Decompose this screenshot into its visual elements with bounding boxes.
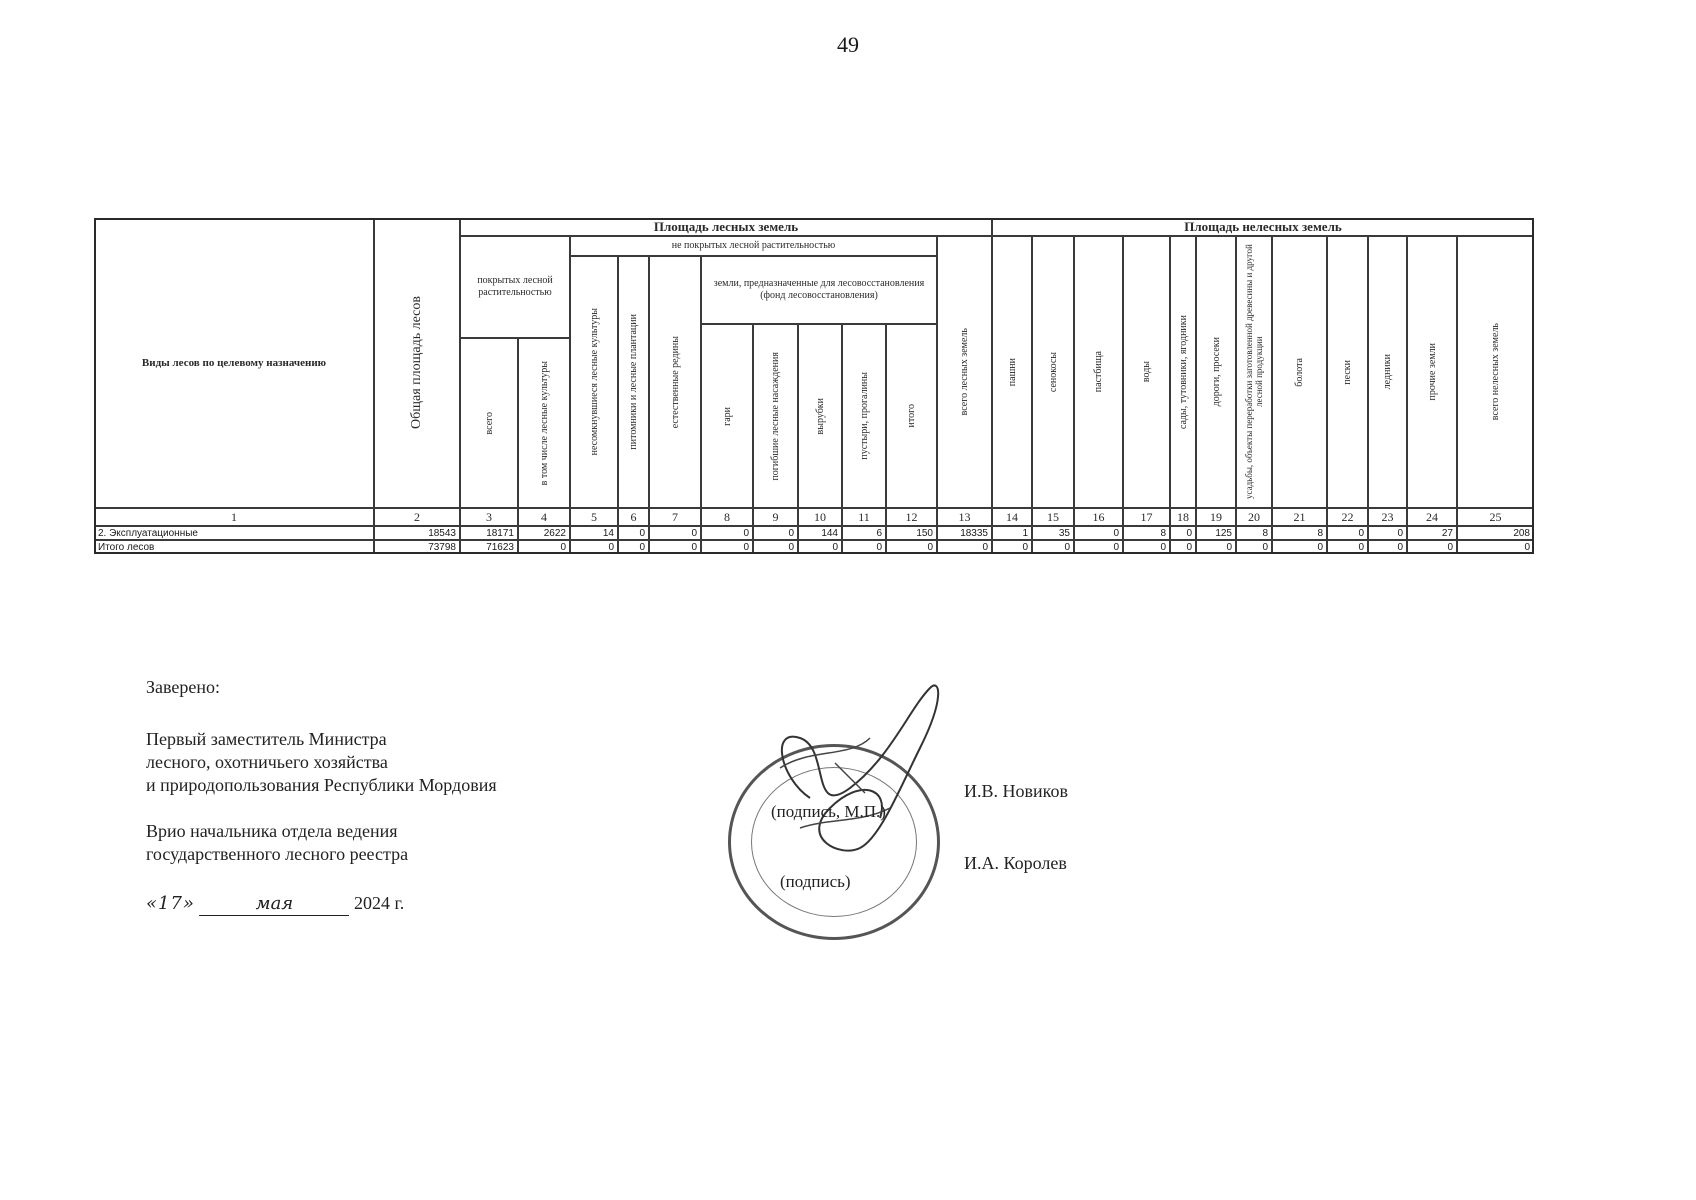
column-number: 15 (1032, 508, 1074, 526)
name-novikov: И.В. Новиков (964, 781, 1068, 801)
forest-lands-header: Площадь лесных земель (460, 218, 992, 236)
table-cell: 0 (1236, 540, 1272, 554)
column-number: 1 (94, 508, 374, 526)
table-cell: 8 (1123, 526, 1170, 540)
table-cell: 27 (1407, 526, 1457, 540)
table-cell: 0 (753, 540, 798, 554)
nurseries-header: питомники и лесные плантации (618, 256, 649, 508)
dead-stands-header: погибшие лесные насаждения (753, 324, 798, 508)
table-cell: 0 (842, 540, 886, 554)
column-number: 8 (701, 508, 753, 526)
row-header: Виды лесов по целевому назначению (94, 218, 374, 508)
column-number: 7 (649, 508, 701, 526)
table-cell: 2622 (518, 526, 570, 540)
table-cell: 125 (1196, 526, 1236, 540)
name-korolev: И.А. Королев (964, 853, 1067, 873)
table-cell: 0 (753, 526, 798, 540)
sands-header: пески (1327, 236, 1368, 508)
position2-line1: Врио начальника отдела ведения (146, 821, 398, 841)
table-cell: 208 (1457, 526, 1534, 540)
nonforest-lands-header: Площадь нелесных земель (992, 218, 1534, 236)
pastures-header: пастбища (1074, 236, 1123, 508)
position1-line3: и природопользования Республики Мордовия (146, 775, 497, 795)
column-number: 3 (460, 508, 518, 526)
table-cell: 6 (842, 526, 886, 540)
table-cell: 144 (798, 526, 842, 540)
column-number: 4 (518, 508, 570, 526)
covered-all-header: всего (460, 338, 518, 508)
reforestation-header: земли, предназначенные для лесовосстановления (фонд лесовосстановления) (701, 256, 937, 324)
covered-cultures-header: в том числе лесные культуры (518, 338, 570, 508)
table-cell: 0 (1407, 540, 1457, 554)
natural-gaps-header: естественные редины (649, 256, 701, 508)
table-cell: 0 (1368, 526, 1407, 540)
table-cell: 0 (1032, 540, 1074, 554)
table-cell: 0 (798, 540, 842, 554)
table-cell: 0 (618, 526, 649, 540)
position2-line2: государственного лесного реестра (146, 844, 409, 864)
table-cell: 18171 (460, 526, 518, 540)
table-cell: 0 (1170, 526, 1196, 540)
column-number: 2 (374, 508, 460, 526)
date-year: 2024 г. (353, 893, 405, 913)
total-area-header: Общая площадь лесов (374, 218, 460, 508)
date-day: «17» (146, 893, 195, 914)
table-cell: 0 (1074, 526, 1123, 540)
total-forest-lands-header: всего лесных земель (937, 236, 992, 508)
column-number: 13 (937, 508, 992, 526)
signature-caption-2: (подпись) (780, 872, 851, 891)
column-number: 19 (1196, 508, 1236, 526)
column-number: 24 (1407, 508, 1457, 526)
gardens-header: сады, тутовники, ягодники (1170, 236, 1196, 508)
column-number: 10 (798, 508, 842, 526)
table-cell: 1 (992, 526, 1032, 540)
column-number: 12 (886, 508, 937, 526)
column-number: 20 (1236, 508, 1272, 526)
table-cell: 0 (1327, 540, 1368, 554)
date-month: мая (199, 892, 349, 916)
cuttings-header: вырубки (798, 324, 842, 508)
table-cell: 0 (1457, 540, 1534, 554)
forest-area-table (94, 218, 1534, 554)
row-label: 2. Эксплуатационные (94, 526, 374, 540)
table-cell: 0 (1074, 540, 1123, 554)
unclosed-cultures-header: несомкнувшиеся лесные культуры (570, 256, 618, 508)
waters-header: воды (1123, 236, 1170, 508)
table-cell: 0 (1123, 540, 1170, 554)
table-cell: 8 (1272, 526, 1327, 540)
table-cell: 73798 (374, 540, 460, 554)
column-number: 6 (618, 508, 649, 526)
table-cell: 0 (618, 540, 649, 554)
table-cell: 0 (1170, 540, 1196, 554)
column-number: 9 (753, 508, 798, 526)
glaciers-header: ледники (1368, 236, 1407, 508)
table-cell: 0 (1272, 540, 1327, 554)
page-number: 49 (837, 32, 859, 57)
position1-line2: лесного, охотничьего хозяйства (146, 752, 388, 772)
column-number: 23 (1368, 508, 1407, 526)
table-cell: 0 (992, 540, 1032, 554)
estates-header: усадьбы, объекты переработки заготовленной древесины и другой лесной продукции (1236, 236, 1272, 508)
table-cell: 0 (1196, 540, 1236, 554)
table-cell: 150 (886, 526, 937, 540)
table-cell: 18335 (937, 526, 992, 540)
total-reforest-header: итого (886, 324, 937, 508)
covered-header: покрытых лесной растительностью (460, 236, 570, 338)
table-cell: 0 (701, 526, 753, 540)
table-cell: 0 (570, 540, 618, 554)
certified-label: Заверено: (146, 677, 221, 697)
column-number: 18 (1170, 508, 1196, 526)
table-cell: 71623 (460, 540, 518, 554)
other-lands-header: прочие земли (1407, 236, 1457, 508)
not-covered-header: не покрытых лесной растительностью (570, 236, 937, 256)
table-cell: 35 (1032, 526, 1074, 540)
column-number: 16 (1074, 508, 1123, 526)
signature-caption: (подпись, М.П.) (771, 802, 886, 821)
date-line (146, 892, 404, 916)
table-cell: 0 (701, 540, 753, 554)
table-cell: 14 (570, 526, 618, 540)
position1-line1: Первый заместитель Министра (146, 729, 387, 749)
total-nonforest-header: всего нелесных земель (1457, 236, 1534, 508)
roads-header: дороги, просеки (1196, 236, 1236, 508)
table-cell: 8 (1236, 526, 1272, 540)
table-cell: 0 (937, 540, 992, 554)
column-number: 5 (570, 508, 618, 526)
column-number: 22 (1327, 508, 1368, 526)
signature-scribble (740, 668, 1000, 898)
table-cell: 0 (1327, 526, 1368, 540)
column-number: 21 (1272, 508, 1327, 526)
row-label: Итого лесов (94, 540, 374, 554)
burns-header: гари (701, 324, 753, 508)
table-cell: 0 (649, 526, 701, 540)
column-number: 11 (842, 508, 886, 526)
wastelands-header: пустыри, прогалины (842, 324, 886, 508)
table-cell: 0 (518, 540, 570, 554)
table-cell: 0 (1368, 540, 1407, 554)
arable-header: пашни (992, 236, 1032, 508)
hayfields-header: сенокосы (1032, 236, 1074, 508)
column-number: 25 (1457, 508, 1534, 526)
swamps-header: болота (1272, 236, 1327, 508)
column-number: 17 (1123, 508, 1170, 526)
table-cell: 0 (649, 540, 701, 554)
table-cell: 18543 (374, 526, 460, 540)
table-cell: 0 (886, 540, 937, 554)
column-number: 14 (992, 508, 1032, 526)
